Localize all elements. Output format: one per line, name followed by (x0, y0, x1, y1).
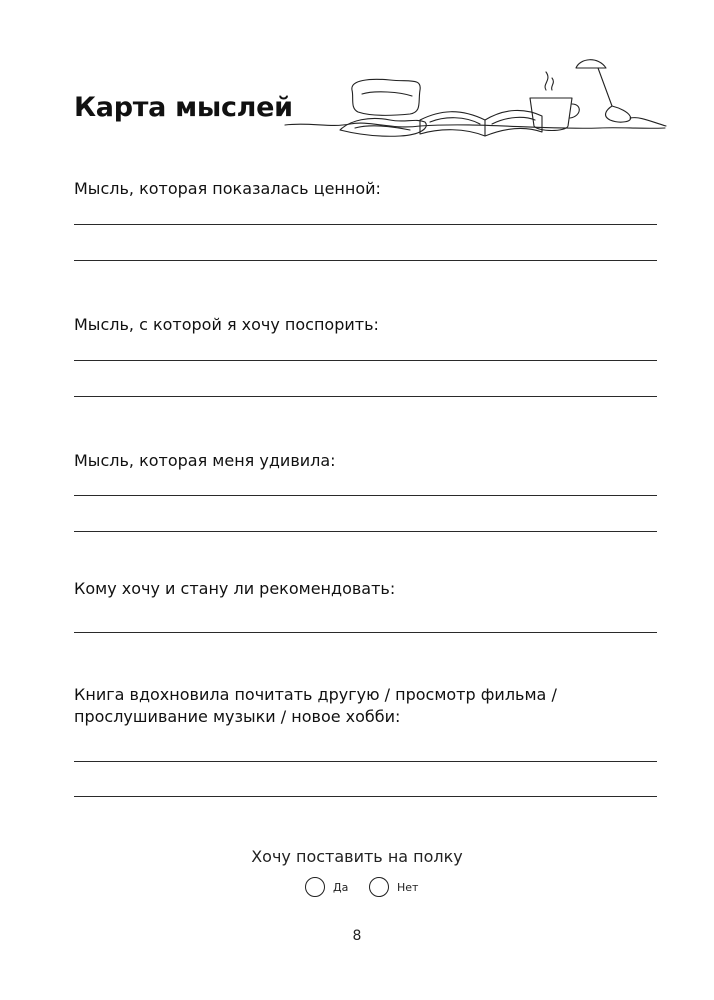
yes-label: Да (333, 880, 349, 894)
answer-line[interactable] (74, 260, 657, 261)
prompt-surprising-thought: Мысль, которая меня удивила: (74, 451, 336, 470)
prompt-argue-thought: Мысль, с которой я хочу поспорить: (74, 315, 379, 334)
shelf-question: Хочу поставить на полку (251, 847, 463, 866)
reading-scene-illustration (280, 50, 670, 160)
no-checkbox[interactable] (369, 877, 389, 897)
answer-line[interactable] (74, 531, 657, 532)
shelf-no-option[interactable] (369, 877, 418, 897)
prompt-inspiration: Книга вдохновила почитать другую / просмотр фильма / прослушивание музыки / новое хобби: (74, 685, 557, 726)
prompt-recommend: Кому хочу и стану ли рекомендовать: (74, 579, 396, 598)
answer-line[interactable] (74, 495, 657, 496)
page-title: Карта мыслей (74, 92, 293, 123)
answer-line[interactable] (74, 796, 657, 797)
answer-line[interactable] (74, 396, 657, 397)
prompt-valuable-thought: Мысль, которая показалась ценной: (74, 179, 381, 198)
answer-line[interactable] (74, 360, 657, 361)
no-label: Нет (397, 880, 419, 894)
shelf-yes-option[interactable] (305, 877, 348, 897)
answer-line[interactable] (74, 632, 657, 633)
answer-line[interactable] (74, 761, 657, 762)
page-number: 8 (352, 928, 362, 944)
answer-line[interactable] (74, 224, 657, 225)
yes-checkbox[interactable] (305, 877, 325, 897)
